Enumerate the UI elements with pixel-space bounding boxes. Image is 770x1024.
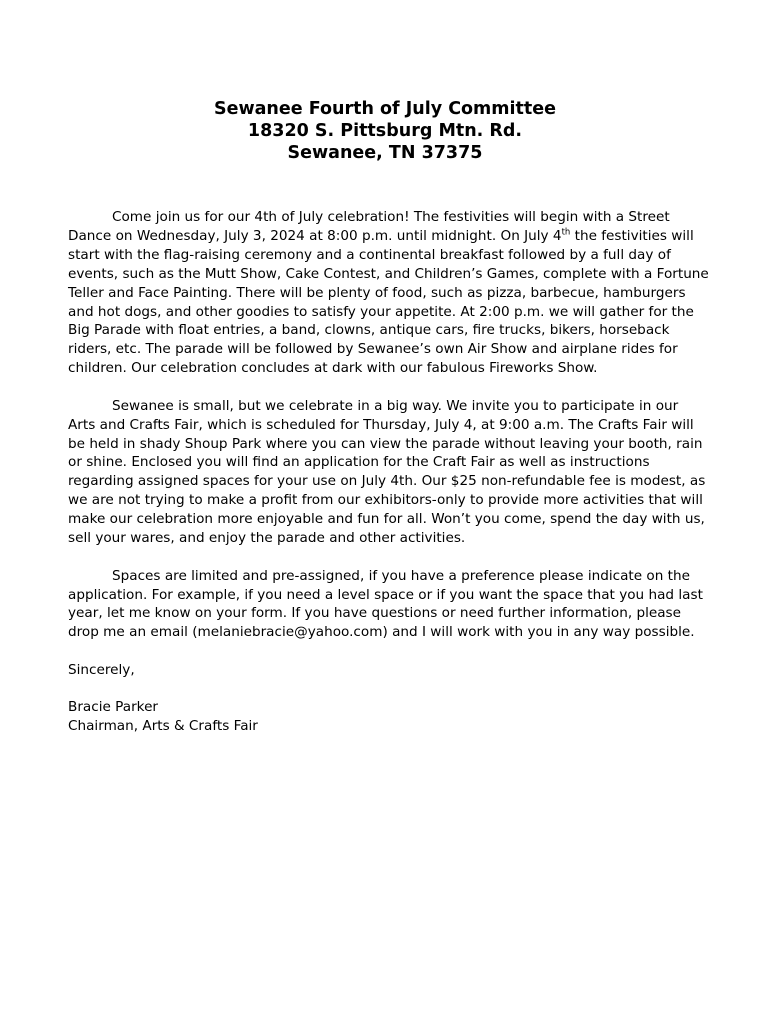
paragraph-line: regarding assigned spaces for your use on July 4th. Our $25 non-refundable fee is modest, as [68, 473, 706, 490]
paragraph-line: Big Parade with float entries, a band, clowns, antique cars, fire trucks, bikers, horseback [68, 322, 670, 339]
paragraph-line: make our celebration more enjoyable and fun for all. Won’t you come, spend the day with us, [68, 511, 705, 528]
paragraph-line: we are not trying to make a profit from our exhibitors-only to provide more activities that will [68, 492, 703, 509]
paragraph-line: riders, etc. The parade will be followed by Sewanee’s own Air Show and airplane rides for [68, 341, 678, 358]
paragraph-line: application. For example, if you need a level space or if you want the space that you had last [68, 586, 703, 603]
letterhead-street: 18320 S. Pittsburg Mtn. Rd. [247, 121, 523, 141]
letterhead-city: Sewanee, TN 37375 [287, 143, 483, 163]
paragraph-line: be held in shady Shoup Park where you can view the parade without leaving your booth, rain [68, 435, 703, 452]
paragraph-spaces [68, 567, 704, 643]
paragraph-line: or shine. Enclosed you will find an application for the Craft Fair as well as instructions [68, 454, 650, 471]
paragraph-crafts-fair [68, 397, 704, 548]
paragraph-line: Arts and Crafts Fair, which is scheduled for Thursday, July 4, at 9:00 a.m. The Crafts Fair will [68, 416, 694, 433]
paragraph-line: events, such as the Mutt Show, Cake Contest, and Children’s Games, complete with a Fortune [68, 265, 709, 282]
paragraph-line: children. Our celebration concludes at dark with our fabulous Fireworks Show. [68, 360, 598, 377]
letterhead-organization: Sewanee Fourth of July Committee [213, 99, 556, 119]
paragraph-line: Sewanee is small, but we celebrate in a big way. We invite you to participate in our [112, 397, 679, 414]
paragraph-line: drop me an email (melaniebracie@yahoo.com) and I will work with you in any way possible. [68, 624, 695, 641]
letterhead [0, 98, 770, 164]
signer-name: Bracie Parker [68, 699, 159, 716]
paragraph-line: start with the flag-raising ceremony and a continental breakfast followed by a full day of [68, 246, 671, 263]
paragraph-line: Dance on Wednesday, July 3, 2024 at 8:00 p.m. until midnight. On July 4th the festivities will [68, 227, 694, 244]
paragraph-line: Teller and Face Painting. There will be plenty of food, such as pizza, barbecue, hamburgers [68, 284, 686, 301]
paragraph-line: year, let me know on your form. If you have questions or need further information, please [68, 605, 681, 622]
paragraph-line: sell your wares, and enjoy the parade and other activities. [68, 530, 466, 547]
closing-salutation: Sincerely, [68, 661, 135, 678]
paragraph-line: Come join us for our 4th of July celebration! The festivities will begin with a Street [112, 209, 670, 225]
paragraph-invitation [68, 208, 709, 378]
superscript: th [561, 227, 571, 238]
letter-body [68, 208, 709, 736]
signer-title: Chairman, Arts & Crafts Fair [68, 718, 258, 735]
paragraph-line: Spaces are limited and pre-assigned, if you have a preference please indicate on the [112, 567, 690, 584]
signature-block [68, 698, 704, 736]
paragraph-line: and hot dogs, and other goodies to satisfy your appetite. At 2:00 p.m. we will gather for the [68, 303, 694, 320]
